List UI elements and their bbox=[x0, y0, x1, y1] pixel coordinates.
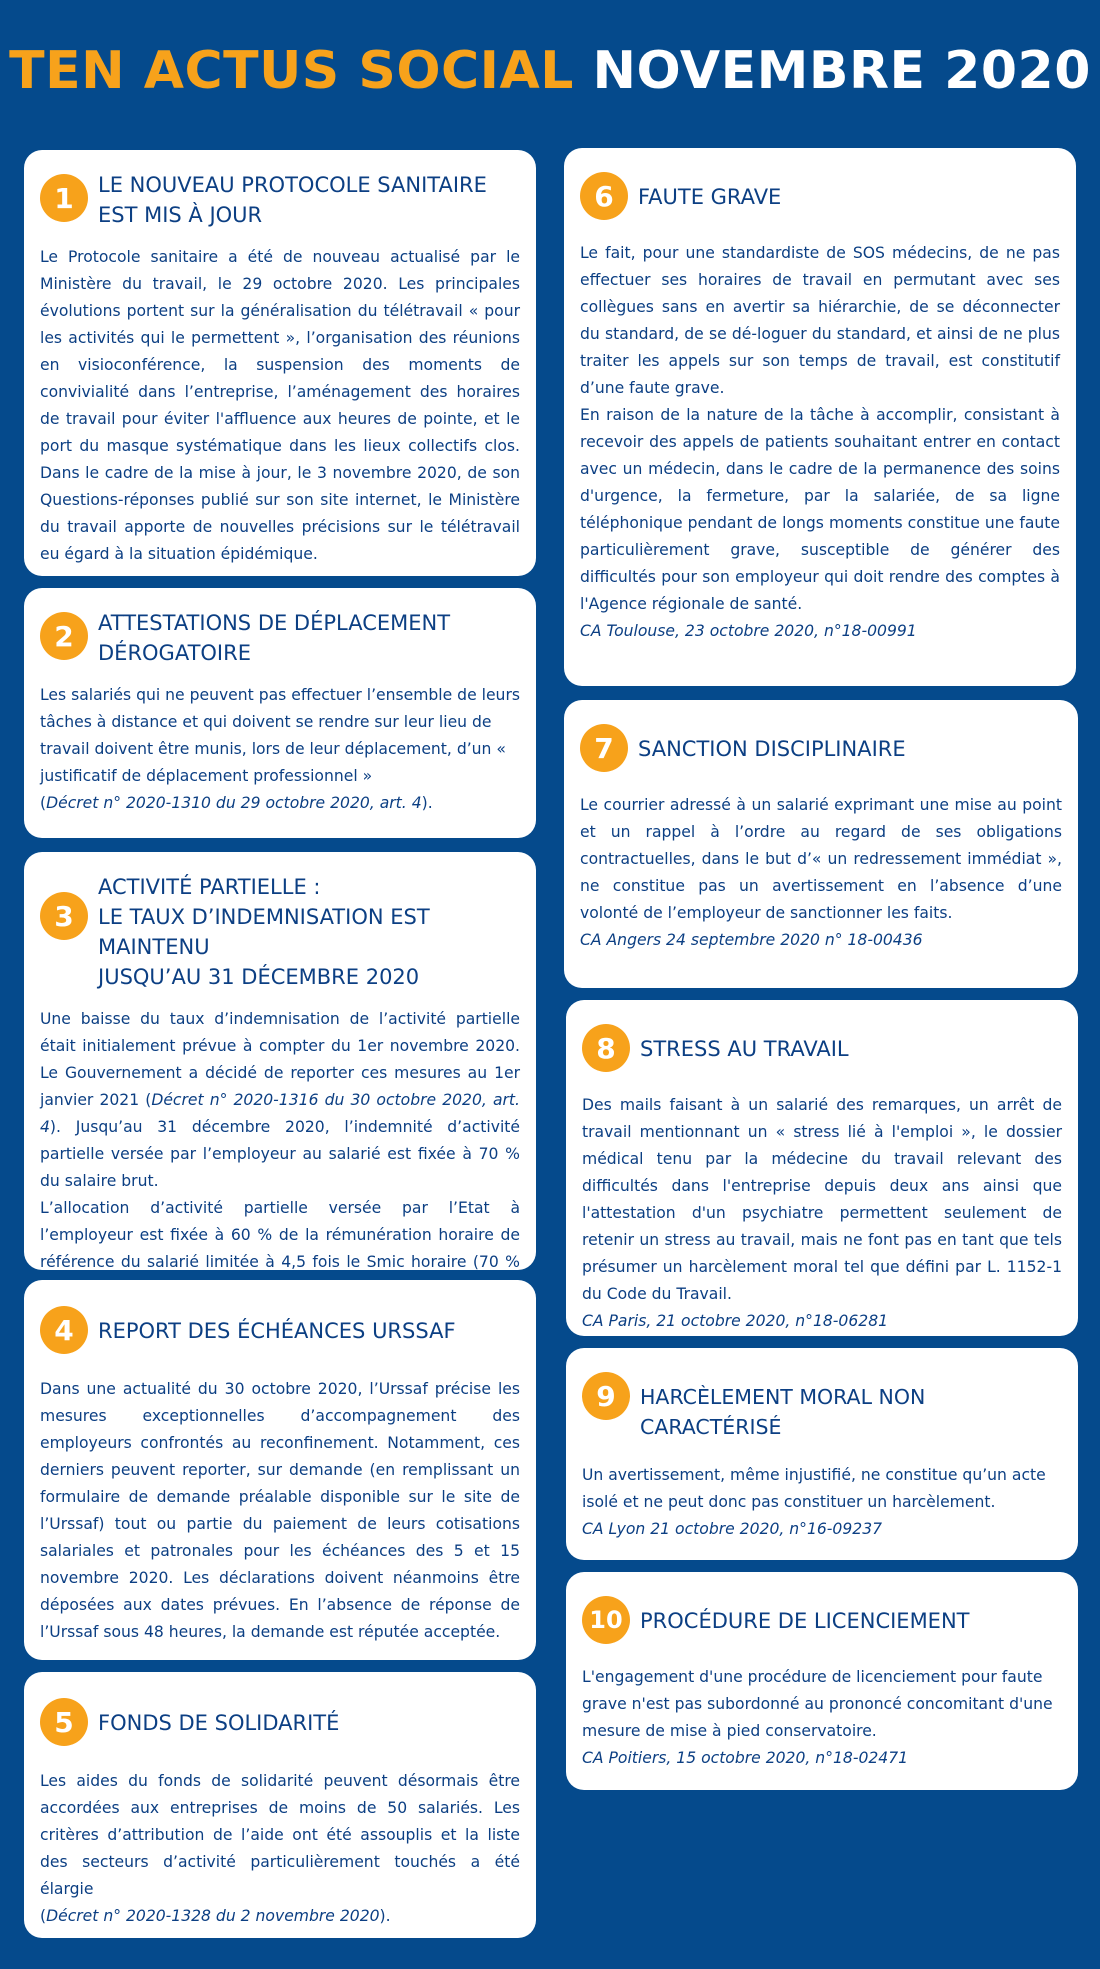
card-paragraph: Le Protocole sanitaire a été de nouveau actualisé par le Ministère du travail, le 29 octobre 2020. Les principales évolutions portent sur la généralisation du télétravail « pour les activités qui le permettent », l’organisation des réunions en visioconférence, la suspension des moments de convivialité dans l’entreprise, l’aménagement des horaires de travail pour éviter l'affluence aux heures de pointe, et le port du masque systématique dans les lieux collectifs clos. Dans le cadre de la mise à jour, le 3 novembre 2020, de son Questions-réponses publié sur son site internet, le Ministère du travail apporte de nouvelles précisions sur le télétravail eu égard à la situation épidémique. bbox=[40, 248, 520, 563]
card-title bbox=[638, 724, 906, 764]
card-title bbox=[640, 1596, 970, 1636]
title-part-2: NOVEMBRE 2020 bbox=[592, 41, 1091, 101]
card-title-line: FONDS DE SOLIDARITÉ bbox=[98, 1711, 340, 1735]
court-reference: CA Lyon 21 octobre 2020, n°16-09237 bbox=[582, 1520, 883, 1538]
card-paragraph: En raison de la nature de la tâche à accomplir, consistant à recevoir des appels de patients souhaitant entrer en contact avec un médecin, dans le cadre de la permanence des soins d'urgence, la fermeture, par la salariée, de sa ligne téléphonique pendant de longs moments constitue une faute particulièrement grave, susceptible de générer des difficultés pour son employeur qui doit rendre des comptes à l'Agence régionale de santé. bbox=[580, 406, 1060, 613]
number-badge: 7 bbox=[580, 724, 628, 772]
card-body bbox=[582, 1092, 1062, 1335]
card-paragraph: Dans une actualité du 30 octobre 2020, l’Urssaf précise les mesures exceptionnelles d’accompagnement des employeurs confrontés au reconfinement. Notamment, ces derniers peuvent reporter, sur demande (en remplissant un formulaire de demande préalable disponible sur le site de l’Urssaf) tout ou partie du paiement de leurs cotisations salariales et patronales pour les échéances des 5 et 15 novembre 2020. Les déclarations doivent néanmoins être déposées aux dates prévues. En l’absence de réponse de l’Urssaf sous 48 heures, la demande est réputée acceptée. bbox=[40, 1380, 520, 1641]
card-7-sanction-disciplinaire bbox=[564, 700, 1078, 988]
ref-open: ( bbox=[40, 794, 47, 812]
title-part-1: TEN ACTUS SOCIAL bbox=[9, 41, 574, 101]
card-body bbox=[40, 1376, 520, 1646]
page-title bbox=[0, 38, 1100, 104]
card-title bbox=[98, 1698, 339, 1738]
card-body bbox=[582, 1664, 1062, 1772]
card-title-line: JUSQU’AU 31 DÉCEMBRE 2020 bbox=[98, 965, 420, 989]
card-title bbox=[638, 172, 781, 212]
decree-reference: Décret n° 2020-1310 du 29 octobre 2020, art. 4 bbox=[46, 794, 422, 812]
card-title-line: HARCÈLEMENT MORAL NON CARACTÉRISÉ bbox=[640, 1385, 926, 1439]
card-paragraph: L'engagement d'une procédure de licenciement pour faute grave n'est pas subordonné au prononcé concomitant d'une mesure de mise à pied conservatoire. bbox=[582, 1668, 1053, 1740]
card-title-line: LE NOUVEAU PROTOCOLE SANITAIRE bbox=[98, 173, 487, 197]
card-title bbox=[98, 1306, 456, 1346]
card-body bbox=[580, 240, 1060, 645]
card-paragraph: Le fait, pour une standardiste de SOS médecins, de ne pas effectuer ses horaires de travail en permutant avec ses collègues sans en avertir sa hiérarchie, de se déconnecter du standard, de se dé-loguer du standard, et ainsi de ne plus traiter les appels sur son temps de travail, est constitutif d’une faute grave. bbox=[580, 244, 1060, 397]
card-5-fonds-solidarite bbox=[24, 1672, 536, 1938]
card-2-attestations bbox=[24, 588, 536, 838]
card-title-line: DÉROGATOIRE bbox=[98, 641, 251, 665]
number-badge: 5 bbox=[40, 1698, 88, 1746]
card-title-line: ATTESTATIONS DE DÉPLACEMENT bbox=[98, 611, 451, 635]
court-reference: CA Toulouse, 23 octobre 2020, n°18-00991 bbox=[580, 622, 917, 640]
ref-close: ). bbox=[421, 794, 433, 812]
card-paragraph: Un avertissement, même injustifié, ne constitue qu’un acte isolé et ne peut donc pas constituer un harcèlement. bbox=[582, 1466, 1046, 1511]
number-badge: 8 bbox=[582, 1024, 630, 1072]
card-title-line: REPORT DES ÉCHÉANCES URSSAF bbox=[98, 1319, 456, 1343]
card-paragraph: Des mails faisant à un salarié des remarques, un arrêt de travail mentionnant un « stress lié à l'emploi », le dossier médical tenu par la médecine du travail relevant des difficultés dans l'entreprise depuis deux ans ainsi que l'attestation d'un psychiatre permettent seulement de retenir un stress au travail, mais ne font pas en tant que tels présumer un harcèlement moral tel que défini par L. 1152-1 du Code du Travail. bbox=[582, 1096, 1062, 1303]
card-paragraph: Le courrier adressé à un salarié exprimant une mise au point et un rappel à l’ordre au regard de ses obligations contractuelles, dans le but d’« un redressement immédiat », ne constitue pas un avertissement en l’absence d’une volonté de l’employeur de sanctionner les faits. bbox=[580, 796, 1062, 922]
card-paragraph: L’allocation d’activité partielle versée par l’Etat à l’employeur est fixée à 60 % de la rémunération horaire de référence du salarié limitée à 4,5 fois le Smic horaire (70 % bbox=[40, 1199, 520, 1271]
number-badge: 1 bbox=[40, 174, 88, 222]
ref-open: ( bbox=[40, 1907, 47, 1925]
number-badge: 3 bbox=[40, 892, 88, 940]
card-title-line: SANCTION DISCIPLINAIRE bbox=[638, 737, 906, 761]
card-text: Les salariés qui ne peuvent pas effectuer l’ensemble de leurs tâches à distance et qui doivent se rendre sur leur lieu de travail doivent être munis, lors de leur déplacement, d’un « justificatif de déplacement professionnel » bbox=[40, 686, 520, 785]
card-body bbox=[40, 682, 520, 817]
card-title-line: FAUTE GRAVE bbox=[638, 185, 782, 209]
card-text: Les aides du fonds de solidarité peuvent désormais être accordées aux entreprises de moins de 50 salariés. Les critères d’attribution de l’aide ont été assouplis et la liste des secteurs d’activité particulièrement touchés a été élargie bbox=[40, 1772, 520, 1898]
card-body bbox=[40, 244, 520, 568]
card-body bbox=[40, 1006, 520, 1303]
card-title bbox=[98, 608, 450, 668]
card-10-procedure-licenciement bbox=[566, 1572, 1078, 1790]
card-title bbox=[640, 1372, 1062, 1442]
card-8-stress-travail bbox=[566, 1000, 1078, 1336]
number-badge: 10 bbox=[582, 1596, 630, 1644]
card-title bbox=[98, 170, 487, 230]
card-title-line: EST MIS À JOUR bbox=[98, 203, 263, 227]
card-4-urssaf bbox=[24, 1280, 536, 1660]
card-3-activite-partielle bbox=[24, 852, 536, 1270]
court-reference: CA Angers 24 septembre 2020 n° 18-00436 bbox=[580, 931, 923, 949]
card-6-faute-grave bbox=[564, 148, 1076, 686]
card-body bbox=[40, 1768, 520, 1930]
court-reference: CA Paris, 21 octobre 2020, n°18-06281 bbox=[582, 1312, 889, 1330]
number-badge: 2 bbox=[40, 612, 88, 660]
number-badge: 6 bbox=[580, 172, 628, 220]
ref-close: ). bbox=[379, 1907, 391, 1925]
card-title-line: STRESS AU TRAVAIL bbox=[640, 1037, 849, 1061]
card-text: ). Jusqu’au 31 décembre 2020, l’indemnité d’activité partielle versée par l’employeur au salarié est fixée à 70 % du salaire brut. bbox=[40, 1118, 520, 1190]
card-title-line: PROCÉDURE DE LICENCIEMENT bbox=[640, 1609, 970, 1633]
card-title-line: LE TAUX D’INDEMNISATION EST MAINTENU bbox=[98, 905, 430, 959]
card-title bbox=[640, 1024, 849, 1064]
number-badge: 9 bbox=[582, 1372, 630, 1420]
court-reference: CA Poitiers, 15 octobre 2020, n°18-02471 bbox=[582, 1749, 909, 1767]
card-title bbox=[98, 872, 520, 992]
decree-reference: Décret n° 2020-1328 du 2 novembre 2020 bbox=[46, 1907, 380, 1925]
number-badge: 4 bbox=[40, 1306, 88, 1354]
decree-reference: Décret n° 2020-1316 du 30 octobre 2020, art. 4 bbox=[40, 1091, 520, 1136]
card-title-line: ACTIVITÉ PARTIELLE : bbox=[98, 875, 321, 899]
card-body bbox=[582, 1462, 1062, 1543]
card-text: Une baisse du taux d’indemnisation de l’activité partielle était initialement prévue à compter du 1er novembre 2020. Le Gouvernement a décidé de reporter ces mesures au 1er janvier 2021 ( bbox=[40, 1010, 520, 1109]
card-1-protocole-sanitaire bbox=[24, 150, 536, 576]
card-9-harcelement-moral bbox=[566, 1348, 1078, 1560]
card-body bbox=[580, 792, 1062, 954]
